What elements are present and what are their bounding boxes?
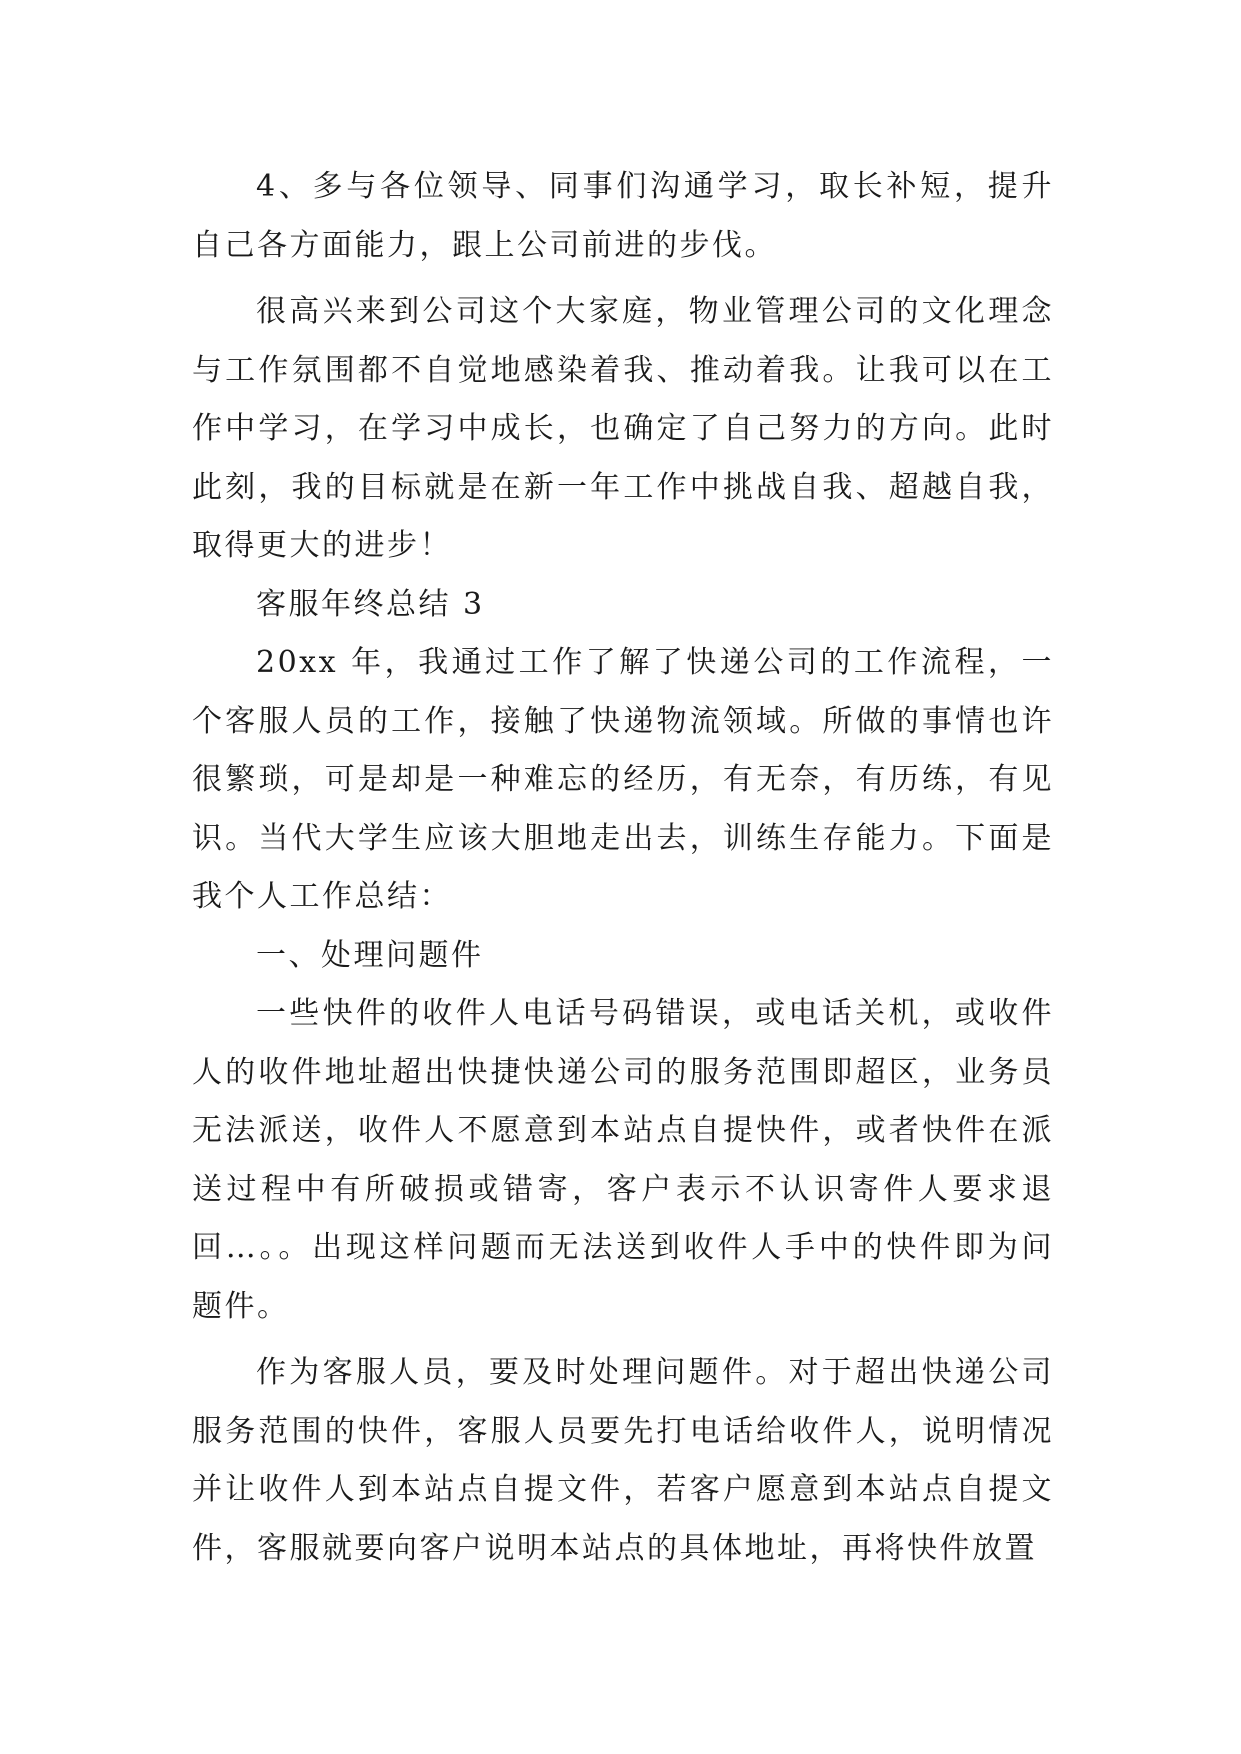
subsection-heading: 一、处理问题件: [256, 937, 484, 973]
paragraph-problem-parcels: 一些快件的收件人电话号码错误，或电话关机，或收件人的收件地址超出快捷快递公司的服务范围即超区，业务员无法派送，收件人不愿意到本站点自提快件，或者快件在派送过程中有所破损或错寄，客户表示不认识寄件人要求退回…。。出现这样问题而无法送到收件人手中的快件即为问题件。: [192, 996, 1054, 1324]
paragraph-intro: 20xx 年，我通过工作了解了快递公司的工作流程，一个客服人员的工作，接触了快递物流领域。所做的事情也许很繁琐，可是却是一种难忘的经历，有无奈，有历练，有见识。当代大学生应该大胆地走出去，训练生存能力。下面是我个人工作总结：: [192, 645, 1054, 914]
document-body: [192, 158, 1054, 1578]
paragraph-closing-remarks: 很高兴来到公司这个大家庭，物业管理公司的文化理念与工作氛围都不自觉地感染着我、推动着我。让我可以在工作中学习，在学习中成长，也确定了自己努力的方向。此时此刻，我的目标就是在新一年工作中挑战自我、超越自我，取得更大的进步！: [192, 294, 1054, 563]
paragraph-handling: 作为客服人员，要及时处理问题件。对于超出快递公司服务范围的快件，客服人员要先打电话给收件人，说明情况并让收件人到本站点自提文件，若客户愿意到本站点自提文件，客服就要向客户说明本站点的具体地址，再将快件放置: [192, 1355, 1054, 1566]
paragraph-item-4: 4、多与各位领导、同事们沟通学习，取长补短，提升自己各方面能力，跟上公司前进的步伐。: [192, 169, 1054, 263]
section-title: 客服年终总结 3: [256, 586, 485, 622]
